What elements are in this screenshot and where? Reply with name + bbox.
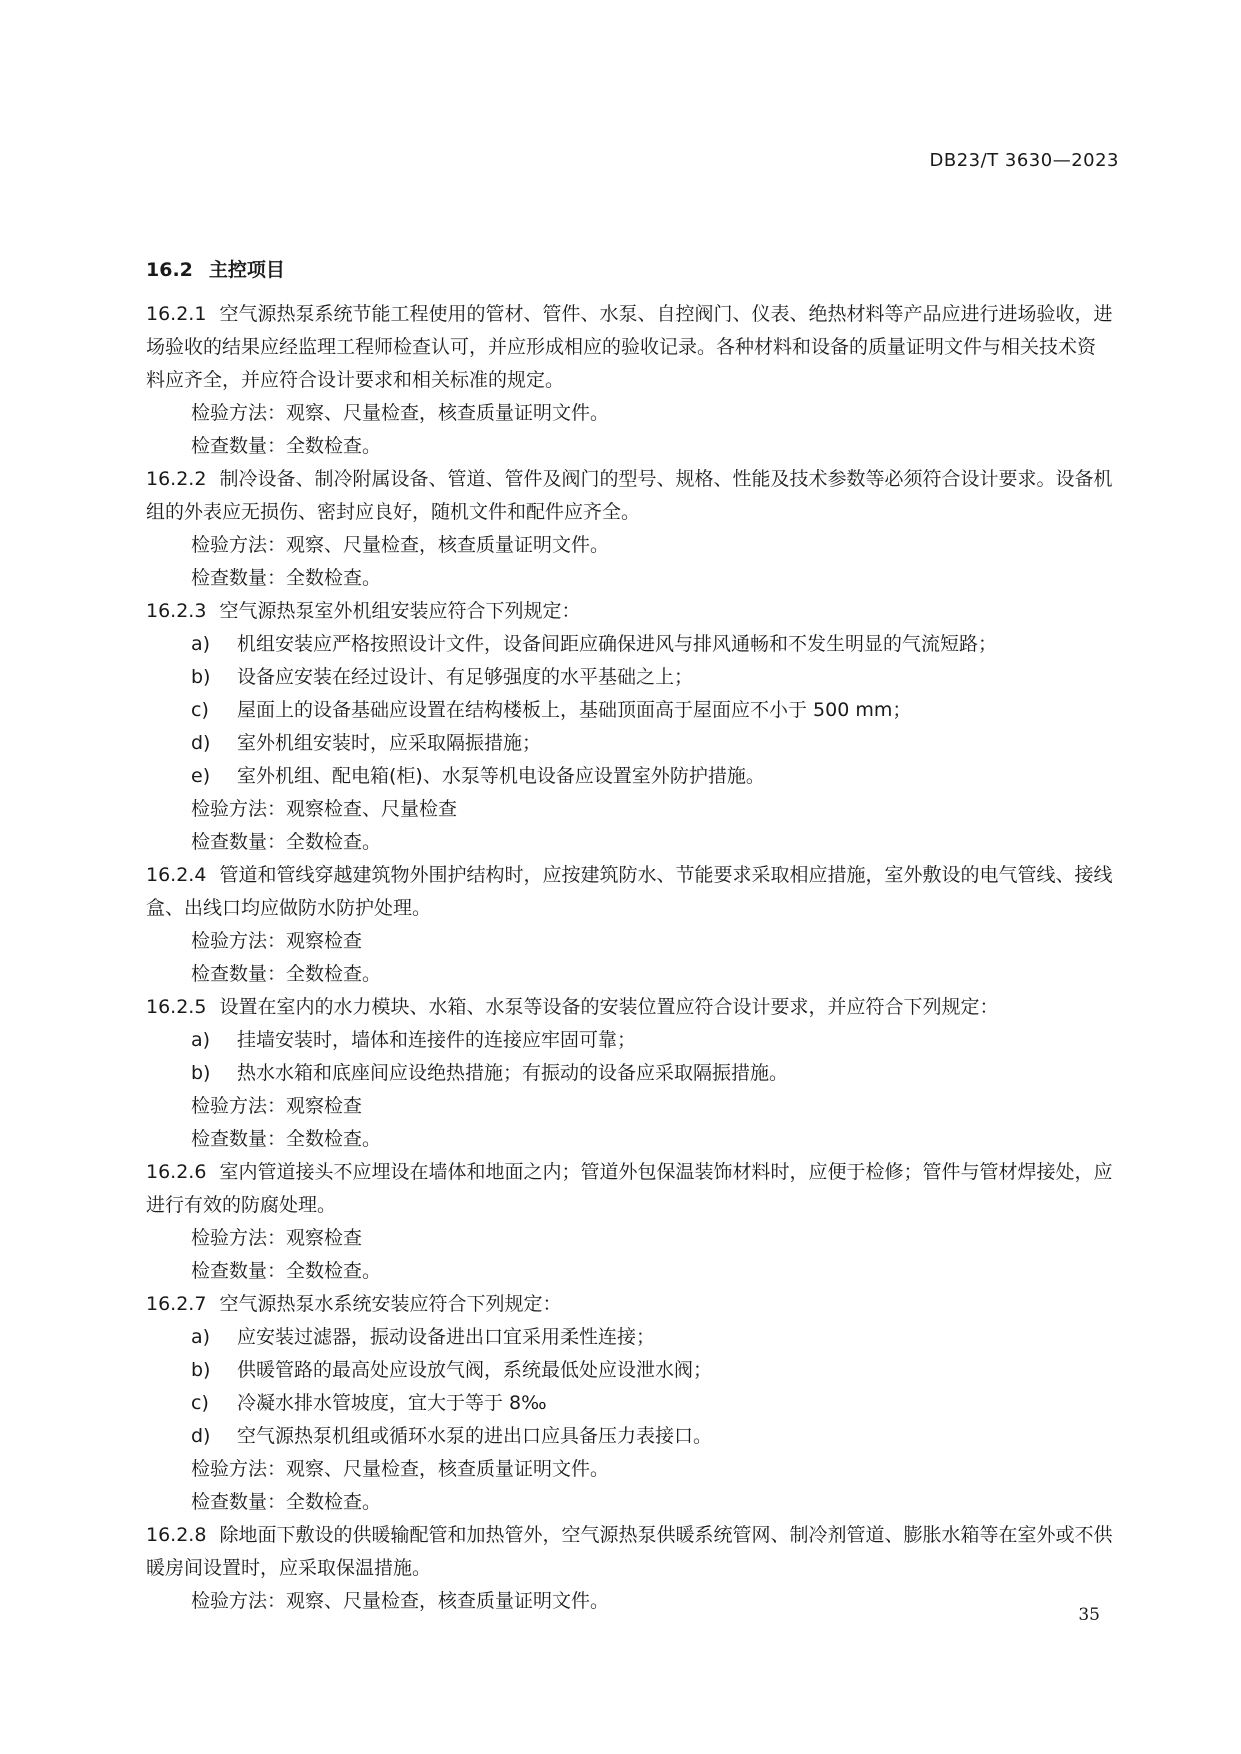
clause-number: 16.2.1 bbox=[146, 303, 207, 325]
standard-code: DB23/T 3630—2023 bbox=[929, 150, 1119, 171]
clause-16-2-5 bbox=[146, 991, 1114, 1024]
item-label: c) bbox=[191, 1392, 209, 1414]
section-title: 主控项目 bbox=[208, 259, 285, 281]
item-label: a) bbox=[191, 633, 211, 655]
clause-text: 空气源热泵水系统安装应符合下列规定： bbox=[219, 1293, 562, 1315]
item-text: 应安装过滤器，振动设备进出口宜采用柔性连接； bbox=[237, 1326, 656, 1348]
clause-text: 室内管道接头不应埋设在墙体和地面之内；管道外包保温装饰材料时，应便于检修；管件与管材焊接处，应进行有效的防腐处理。 bbox=[146, 1161, 1113, 1216]
clause-text: 空气源热泵室外机组安装应符合下列规定： bbox=[219, 600, 581, 622]
clause-16-2-2 bbox=[146, 463, 1114, 529]
clause-number: 16.2.3 bbox=[146, 600, 207, 622]
list-item bbox=[146, 1321, 1114, 1354]
list-item bbox=[146, 760, 1114, 793]
inspection-quantity: 检查数量：全数检查。 bbox=[191, 435, 382, 457]
inspection-method: 检验方法：观察检查 bbox=[191, 1227, 363, 1249]
item-label: c) bbox=[191, 699, 209, 721]
inspection-quantity: 检查数量：全数检查。 bbox=[191, 1128, 382, 1150]
item-label: a) bbox=[191, 1029, 211, 1051]
list-item bbox=[146, 1420, 1114, 1453]
item-label: e) bbox=[191, 765, 211, 787]
item-label: b) bbox=[191, 666, 211, 688]
section-heading bbox=[146, 255, 285, 282]
clause-number: 16.2.8 bbox=[146, 1524, 207, 1546]
clause-16-2-3 bbox=[146, 595, 1114, 628]
item-text: 供暖管路的最高处应设放气阀，系统最低处应设泄水阀； bbox=[237, 1359, 713, 1381]
inspection-method: 检验方法：观察检查、尺量检查 bbox=[191, 798, 458, 820]
inspection-method: 检验方法：观察检查 bbox=[191, 930, 363, 952]
inspection-method: 检验方法：观察、尺量检查，核查质量证明文件。 bbox=[191, 534, 610, 556]
clause-number: 16.2.7 bbox=[146, 1293, 207, 1315]
clause-16-2-7 bbox=[146, 1288, 1114, 1321]
clause-text: 管道和管线穿越建筑物外围护结构时，应按建筑防水、节能要求采取相应措施，室外敷设的电气管线、接线盒、出线口均应做防水防护处理。 bbox=[146, 864, 1113, 919]
item-label: d) bbox=[191, 732, 211, 754]
item-label: b) bbox=[191, 1062, 211, 1084]
list-item bbox=[146, 727, 1114, 760]
item-text: 室外机组安装时，应采取隔振措施； bbox=[237, 732, 542, 754]
item-label: a) bbox=[191, 1326, 211, 1348]
inspection-quantity: 检查数量：全数检查。 bbox=[191, 831, 382, 853]
item-text: 热水水箱和底座间应设绝热措施；有振动的设备应采取隔振措施。 bbox=[237, 1062, 789, 1084]
section-number: 16.2 bbox=[146, 259, 193, 281]
inspection-quantity: 检查数量：全数检查。 bbox=[191, 963, 382, 985]
clause-number: 16.2.4 bbox=[146, 864, 207, 886]
item-text: 冷凝水排水管坡度，宜大于等于 8‰ bbox=[237, 1392, 547, 1414]
item-text: 空气源热泵机组或循环水泵的进出口应具备压力表接口。 bbox=[237, 1425, 713, 1447]
clause-16-2-4 bbox=[146, 859, 1114, 925]
list-item bbox=[146, 1057, 1114, 1090]
list-item bbox=[146, 1024, 1114, 1057]
clause-text: 设置在室内的水力模块、水箱、水泵等设备的安装位置应符合设计要求，并应符合下列规定： bbox=[219, 996, 999, 1018]
list-item bbox=[146, 1387, 1114, 1420]
list-item bbox=[146, 661, 1114, 694]
inspection-method: 检验方法：观察、尺量检查，核查质量证明文件。 bbox=[191, 1458, 610, 1480]
item-text: 设备应安装在经过设计、有足够强度的水平基础之上； bbox=[237, 666, 694, 688]
item-label: d) bbox=[191, 1425, 211, 1447]
item-text: 屋面上的设备基础应设置在结构楼板上，基础顶面高于屋面应不小于 500 mm； bbox=[237, 699, 912, 721]
clause-16-2-6 bbox=[146, 1156, 1114, 1222]
clause-text: 空气源热泵系统节能工程使用的管材、管件、水泵、自控阀门、仪表、绝热材料等产品应进行进场验收，进场验收的结果应经监理工程师检查认可，并应形成相应的验收记录。各种材料和设备的质量证明文件与相关技术资料应齐全，并应符合设计要求和相关标准的规定。 bbox=[146, 303, 1113, 391]
item-text: 室外机组、配电箱(柜)、水泵等机电设备应设置室外防护措施。 bbox=[237, 765, 765, 787]
list-item bbox=[146, 1354, 1114, 1387]
list-item bbox=[146, 694, 1114, 727]
inspection-method: 检验方法：观察、尺量检查，核查质量证明文件。 bbox=[191, 1590, 610, 1612]
clause-16-2-1 bbox=[146, 298, 1114, 397]
clause-16-2-8 bbox=[146, 1519, 1114, 1585]
inspection-quantity: 检查数量：全数检查。 bbox=[191, 1491, 382, 1513]
clause-text: 除地面下敷设的供暖输配管和加热管外，空气源热泵供暖系统管网、制冷剂管道、膨胀水箱等在室外或不供暖房间设置时，应采取保温措施。 bbox=[146, 1524, 1113, 1579]
inspection-quantity: 检查数量：全数检查。 bbox=[191, 1260, 382, 1282]
clause-text: 制冷设备、制冷附属设备、管道、管件及阀门的型号、规格、性能及技术参数等必须符合设计要求。设备机组的外表应无损伤、密封应良好，随机文件和配件应齐全。 bbox=[146, 468, 1113, 523]
clause-number: 16.2.2 bbox=[146, 468, 207, 490]
inspection-method: 检验方法：观察、尺量检查，核查质量证明文件。 bbox=[191, 402, 610, 424]
list-item bbox=[146, 628, 1114, 661]
item-text: 挂墙安装时，墙体和连接件的连接应牢固可靠； bbox=[237, 1029, 637, 1051]
inspection-quantity: 检查数量：全数检查。 bbox=[191, 567, 382, 589]
inspection-method: 检验方法：观察检查 bbox=[191, 1095, 363, 1117]
clause-number: 16.2.6 bbox=[146, 1161, 207, 1183]
item-text: 机组安装应严格按照设计文件，设备间距应确保进风与排风通畅和不发生明显的气流短路； bbox=[237, 633, 998, 655]
item-label: b) bbox=[191, 1359, 211, 1381]
clause-number: 16.2.5 bbox=[146, 996, 207, 1018]
page-number: 35 bbox=[1078, 1605, 1100, 1625]
document-body bbox=[146, 298, 1114, 1618]
